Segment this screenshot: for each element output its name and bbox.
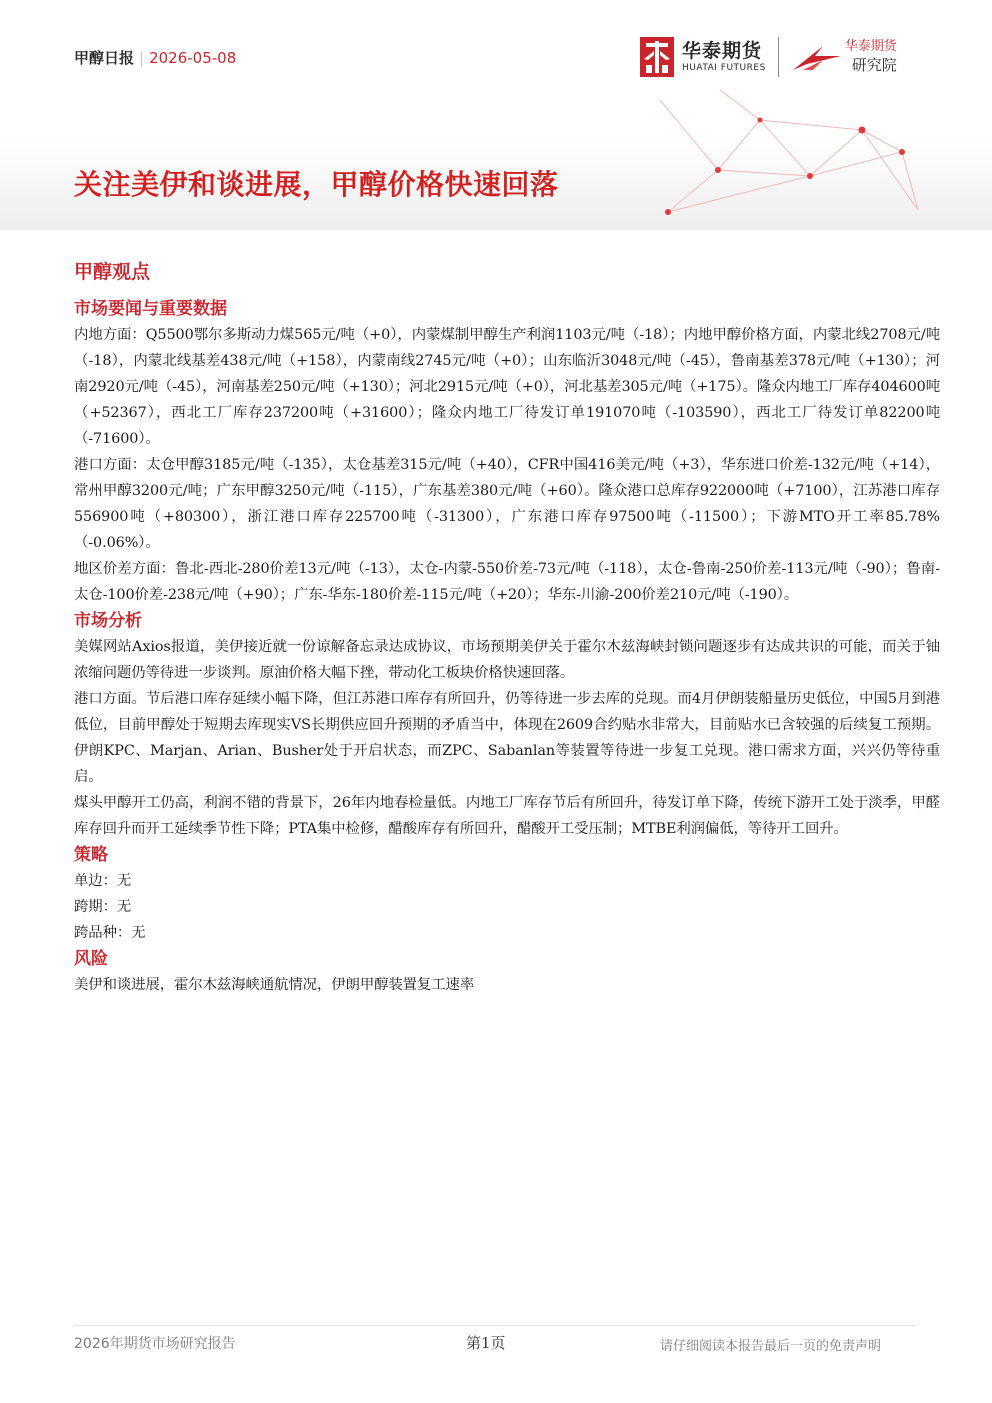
page-number: 第1页 (466, 1334, 506, 1352)
logo-divider (778, 37, 779, 77)
footer-report-label: 2026年期货市场研究报告 (74, 1336, 236, 1352)
logo-cn: 华泰期货 (682, 40, 763, 62)
network-decoration (600, 80, 930, 230)
analysis-paragraph-2: 港口方面。节后港口库存延续小幅下降，但江苏港口库存有所回升，仍等待进一步去库的兑现。而4月伊朗装船量历史低位，中国5月到港低位，目前甲醇处于短期去库现实VS长期供应回升预期的矛盾当中，体现在2609合约贴水非常大，目前贴水已含较强的后续复工预期。伊朗KPC、Marjan、Arian、Busher处于开启状态，而ZPC、Sabanlan等装置等待进一步复工兑现。港口需求方面，兴兴仍等待重启。 (74, 691, 940, 785)
risk-text: 美伊和谈进展，霍尔木兹海峡通航情况，伊朗甲醇装置复工速率 (74, 977, 475, 993)
logo-en: HUATAI FUTURES (682, 63, 766, 73)
logo-text (682, 40, 766, 74)
huatai-logo-icon (640, 37, 674, 77)
section-title: 甲醇观点 (74, 261, 151, 283)
market-news-title: 市场要闻与重要数据 (74, 299, 227, 319)
strategy-item-single: 单边：无 (74, 873, 132, 889)
analysis-title: 市场分析 (74, 611, 142, 631)
footer-divider (74, 1325, 916, 1326)
risk-title: 风险 (74, 949, 108, 969)
footer-disclaimer: 请仔细阅读本报告最后一页的免责声明 (660, 1339, 882, 1354)
analysis-paragraph-1: 美媒网站Axios报道，美伊接近就一份谅解备忘录达成协议，市场预期美伊关于霍尔木兹海峡封锁问题逐步有达成共识的可能，而关于铀浓缩问题仍等待进一步谈判。原油价格大幅下挫，带动化工板块价格快速回落。 (74, 639, 940, 681)
institute-text (845, 39, 897, 75)
report-tag (74, 47, 236, 68)
report-name: 甲醇日报 (74, 49, 135, 67)
page-title: 关注美伊和谈进展，甲醇价格快速回落 (74, 168, 559, 201)
news-paragraph-inland: 内地方面：Q5500鄂尔多斯动力煤565元/吨（+0），内蒙煤制甲醇生产利润1103元/吨（-18）；内地甲醇价格方面，内蒙北线2708元/吨（-18），内蒙北线基差438元/吨（+158），内蒙南线2745元/吨（+0）；山东临沂3048元/吨（-45），鲁南基差378元/吨（+130）；河南2920元/吨（-45），河南基差250元/吨（+130）；河北2915元/吨（+0），河北基差305元/吨（+175）。隆众内地工厂库存404600吨（+52367），西北工厂库存237200吨（+31600）；隆众内地工厂待发订单191070吨（-103590），西北工厂待发订单82200吨（-71600）。 (74, 327, 940, 447)
news-paragraph-port: 港口方面：太仓甲醇3185元/吨（-135），太仓基差315元/吨（+40），CFR中国416美元/吨（+3），华东进口价差-132元/吨（+14），常州甲醇3200元/吨；广东甲醇3250元/吨（-115），广东基差380元/吨（+60）。隆众港口总库存922000吨（+7100），江苏港口库存556900吨（+80300），浙江港口库存225700吨（-31300），广东港口库存97500吨（-11500）；下游MTO开工率85.78%（-0.06%）。 (74, 457, 940, 551)
report-separator: | (139, 48, 145, 67)
logo-area (640, 34, 897, 80)
strategy-item-calendar: 跨期：无 (74, 899, 132, 915)
strategy-title: 策略 (74, 845, 108, 865)
institute-bottom: 研究院 (851, 56, 897, 74)
report-date: 2026-05-08 (149, 48, 237, 67)
page-header (0, 0, 992, 230)
analysis-paragraph-3: 煤头甲醇开工仍高，利润不错的背景下，26年内地春检量低。内地工厂库存节后有所回升，待发订单下降，传统下游开工处于淡季，甲醛库存回升而开工延续季节性下降；PTA集中检修，醋酸库存有所回升，醋酸开工受压制；MTBE利润偏低，等待开工回升。 (74, 795, 940, 837)
institute-logo-icon (793, 42, 841, 72)
strategy-item-cross: 跨品种：无 (74, 925, 146, 941)
news-paragraph-spread: 地区价差方面：鲁北-西北-280价差13元/吨（-13），太仓-内蒙-550价差-73元/吨（-118），太仓-鲁南-250价差-113元/吨（-90）；鲁南-太仓-100价差-238元/吨（+90）；广东-华东-180价差-115元/吨（+20）；华东-川渝-200价差210元/吨（-190）。 (74, 561, 940, 603)
institute-top: 华泰期货 (844, 39, 897, 54)
report-body (74, 258, 940, 998)
